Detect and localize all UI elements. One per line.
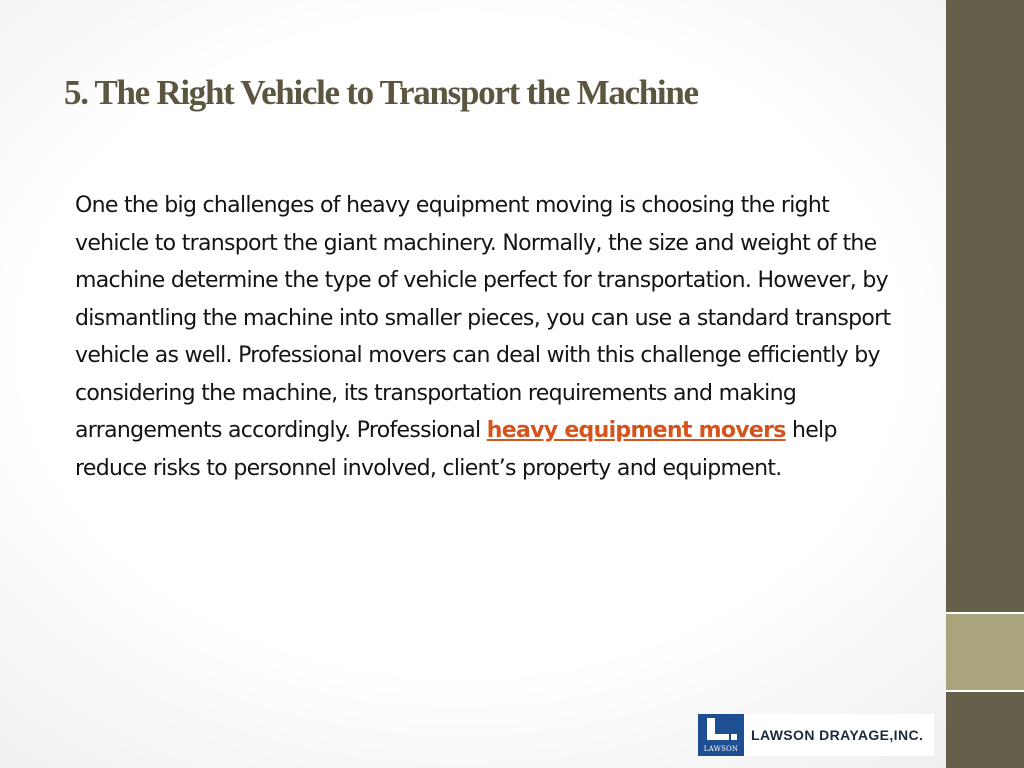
slide-body-paragraph <box>75 187 905 487</box>
lawson-logo-mark-icon <box>698 714 744 756</box>
logo-mark-text: LAWSON <box>703 745 739 753</box>
paragraph-text-before: One the big challenges of heavy equipment moving is choosing the right vehicle to transport the giant machinery. Normally, the size and weight of the machine determine the type of vehicle perfect for transportation. However, by dismantling the machine into smaller pieces, you can use a standard transport vehicle as well. Professional movers can deal with this challenge efficiently by considering the machine, its transportation requirements and making arrangements accordingly. Professional <box>75 193 891 443</box>
paragraph-text-after: help reduce risks to personnel involved, client’s property and equipment. <box>75 418 837 481</box>
slide-title: 5. The Right Vehicle to Transport the Machine <box>64 73 698 112</box>
heavy-equipment-movers-link[interactable]: heavy equipment movers <box>486 418 786 443</box>
company-logo <box>698 714 934 756</box>
company-name: LAWSON DRAYAGE,INC. <box>751 727 924 743</box>
sidebar-accent-block <box>946 614 1024 690</box>
sidebar-divider-bottom <box>946 690 1024 692</box>
